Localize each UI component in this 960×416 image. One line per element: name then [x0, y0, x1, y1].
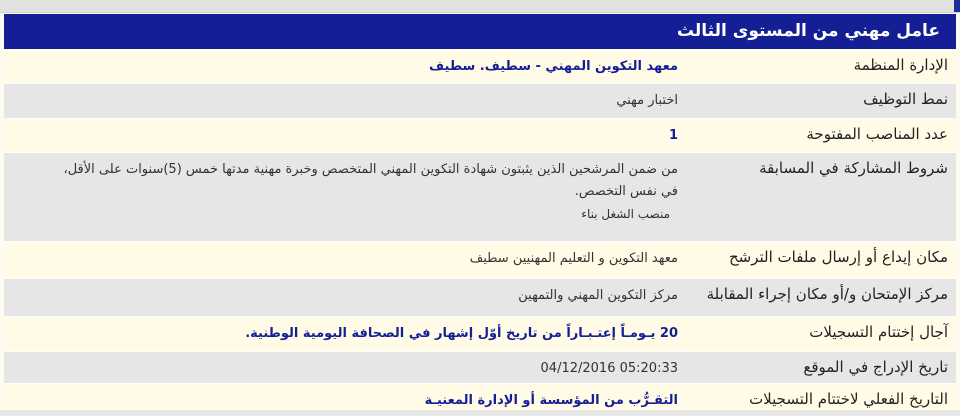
job-details-table — [4, 50, 956, 415]
row-value-open-positions: 1 — [668, 128, 678, 143]
table-row-exam-center — [4, 279, 956, 317]
job-title-header: عامل مهني من المستوى الثالث — [4, 14, 956, 49]
row-label-recruitment-type: نمط التوظيف — [863, 90, 948, 108]
conditions-line-1: من ضمن المرشحين الذين يثبتون شهادة التكوين المهني المتخصص وخبرة مهنية مدتها خمس (5)سنوات على الأقل، — [63, 162, 678, 177]
row-label-submission-place: مكان إيداع أو إرسال ملفات الترشح — [728, 248, 948, 266]
row-value-exam-center: مركز التكوين المهني والتمهين — [518, 288, 678, 303]
bottom-divider — [0, 410, 960, 416]
row-label-open-positions: عدد المناصب المفتوحة — [806, 125, 948, 143]
row-label-deadline: آجال إختتام التسجيلات — [809, 323, 948, 341]
row-label-organizer: الإدارة المنظمة — [853, 56, 948, 74]
row-value-conditions — [4, 153, 686, 241]
row-label-posted-date: تاريخ الإدراج في الموقع — [803, 358, 948, 376]
row-value-organizer: معهد التكوين المهني - سطيف. سطيف — [429, 59, 678, 74]
conditions-line-3: منصب الشغل بناء — [581, 207, 670, 221]
table-row-recruitment-type — [4, 84, 956, 119]
row-label-conditions: شروط المشاركة في المسابقة — [759, 159, 948, 177]
table-row-conditions — [4, 153, 956, 242]
row-value-posted-date: 05:20:33 04/12/2016 — [540, 361, 678, 376]
conditions-line-2: في نفس التخصص. — [574, 184, 678, 199]
table-row-submission-place — [4, 242, 956, 279]
row-value-submission-place: معهد التكوين و التعليم المهنيين سطيف — [469, 251, 678, 266]
top-divider — [0, 0, 960, 13]
row-label-exam-center: مركز الإمتحان و/أو مكان إجراء المقابلة — [706, 285, 948, 303]
row-value-recruitment-type: اختبار مهني — [616, 93, 678, 108]
row-value-actual-deadline: التقـرُّب من المؤسسة أو الإدارة المعنيـة — [424, 393, 678, 408]
table-row-deadline — [4, 317, 956, 352]
top-divider-edge — [954, 0, 960, 12]
table-row-organizer — [4, 50, 956, 84]
row-label-actual-deadline: التاريخ الفعلي لاختتام التسجيلات — [749, 390, 948, 408]
table-row-open-positions — [4, 119, 956, 153]
table-row-posted-date — [4, 352, 956, 384]
row-value-deadline: 20 يـومـاً إعتـبـاراً من تاريخ أوّل إشهار في الصحافة اليومية الوطنية. — [245, 326, 678, 341]
